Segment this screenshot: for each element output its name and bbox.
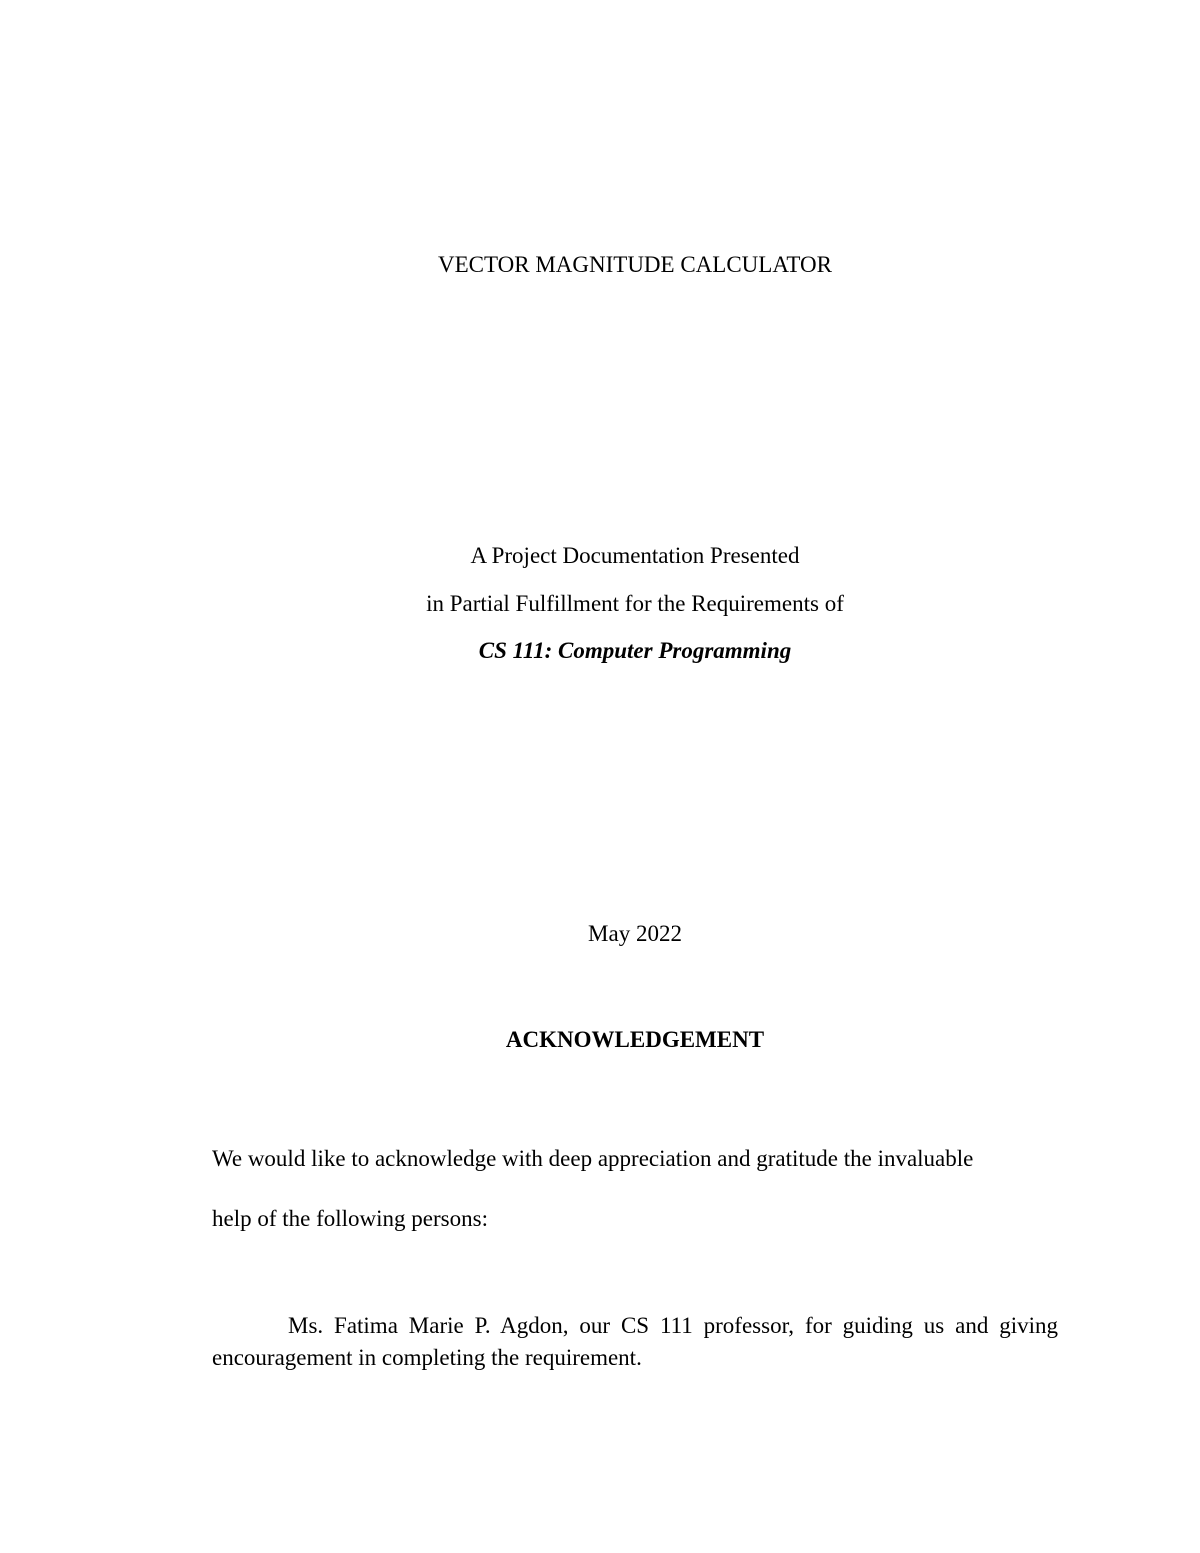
acknowledgement-heading: ACKNOWLEDGEMENT xyxy=(505,1027,765,1052)
course-name: CS 111: Computer Programming xyxy=(478,638,792,663)
document-date: May 2022 xyxy=(588,921,682,946)
acknowledgement-paragraph: Ms. Fatima Marie P. Agdon, our CS 111 professor, for guiding us and giving encouragement in completing the requirement. xyxy=(212,1313,1058,1370)
acknowledgement-intro-line-2: help of the following persons: xyxy=(212,1206,488,1231)
document-title: VECTOR MAGNITUDE CALCULATOR xyxy=(438,252,832,277)
subtitle-line-2: in Partial Fulfillment for the Requirements of xyxy=(426,591,844,616)
acknowledgement-intro-line-1: We would like to acknowledge with deep appreciation and gratitude the invaluable xyxy=(212,1146,974,1171)
subtitle-line-1: A Project Documentation Presented xyxy=(470,543,800,568)
